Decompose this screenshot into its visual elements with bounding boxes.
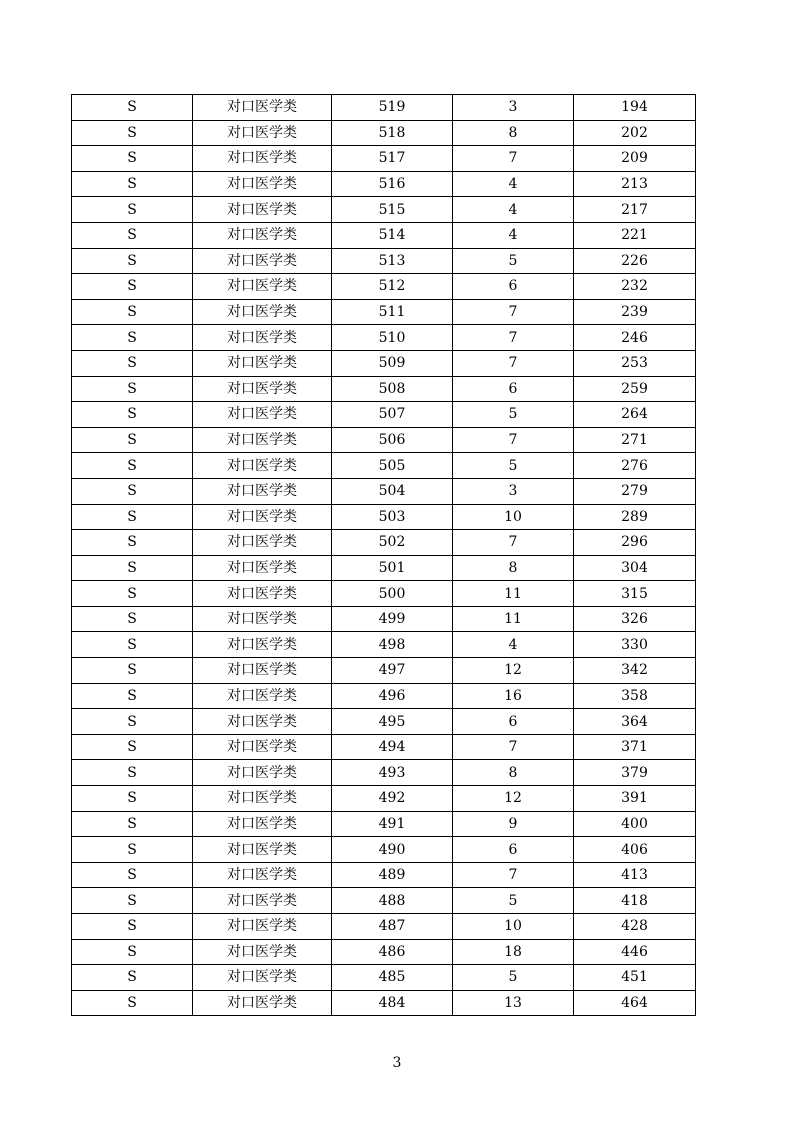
cumulative-cell: 371 (574, 734, 696, 760)
level-cell: S (72, 683, 193, 709)
count-cell: 5 (453, 965, 574, 991)
level-cell: S (72, 350, 193, 376)
count-cell: 18 (453, 939, 574, 965)
count-cell: 3 (453, 95, 574, 121)
count-cell: 6 (453, 376, 574, 402)
level-cell: S (72, 222, 193, 248)
cumulative-cell: 221 (574, 222, 696, 248)
score-cell: 490 (332, 837, 453, 863)
count-cell: 7 (453, 427, 574, 453)
table-row (72, 709, 696, 735)
score-cell: 519 (332, 95, 453, 121)
cumulative-cell: 379 (574, 760, 696, 786)
cumulative-cell: 194 (574, 95, 696, 121)
category-cell: 对口医学类 (193, 683, 332, 709)
category-cell: 对口医学类 (193, 146, 332, 172)
cumulative-cell: 400 (574, 811, 696, 837)
category-cell: 对口医学类 (193, 734, 332, 760)
level-cell: S (72, 453, 193, 479)
category-cell: 对口医学类 (193, 504, 332, 530)
table-row (72, 581, 696, 607)
category-cell: 对口医学类 (193, 658, 332, 684)
cumulative-cell: 358 (574, 683, 696, 709)
level-cell: S (72, 632, 193, 658)
category-cell: 对口医学类 (193, 632, 332, 658)
score-cell: 509 (332, 350, 453, 376)
score-cell: 516 (332, 171, 453, 197)
level-cell: S (72, 811, 193, 837)
level-cell: S (72, 274, 193, 300)
category-cell: 对口医学类 (193, 274, 332, 300)
category-cell: 对口医学类 (193, 760, 332, 786)
category-cell: 对口医学类 (193, 581, 332, 607)
cumulative-cell: 213 (574, 171, 696, 197)
table-row (72, 478, 696, 504)
score-cell: 492 (332, 786, 453, 812)
table-row (72, 606, 696, 632)
score-cell: 511 (332, 299, 453, 325)
table-row (72, 171, 696, 197)
table-row (72, 734, 696, 760)
count-cell: 16 (453, 683, 574, 709)
table-row (72, 914, 696, 940)
cumulative-cell: 428 (574, 914, 696, 940)
count-cell: 11 (453, 581, 574, 607)
score-cell: 494 (332, 734, 453, 760)
category-cell: 对口医学类 (193, 222, 332, 248)
category-cell: 对口医学类 (193, 786, 332, 812)
cumulative-cell: 406 (574, 837, 696, 863)
level-cell: S (72, 581, 193, 607)
cumulative-cell: 232 (574, 274, 696, 300)
table-row (72, 274, 696, 300)
cumulative-cell: 271 (574, 427, 696, 453)
category-cell: 对口医学类 (193, 427, 332, 453)
cumulative-cell: 276 (574, 453, 696, 479)
cumulative-cell: 253 (574, 350, 696, 376)
category-cell: 对口医学类 (193, 862, 332, 888)
table-row (72, 530, 696, 556)
count-cell: 6 (453, 274, 574, 300)
level-cell: S (72, 914, 193, 940)
score-cell: 486 (332, 939, 453, 965)
category-cell: 对口医学类 (193, 555, 332, 581)
table-row (72, 632, 696, 658)
count-cell: 4 (453, 632, 574, 658)
score-cell: 505 (332, 453, 453, 479)
score-cell: 489 (332, 862, 453, 888)
cumulative-cell: 326 (574, 606, 696, 632)
category-cell: 对口医学类 (193, 478, 332, 504)
count-cell: 5 (453, 248, 574, 274)
cumulative-cell: 464 (574, 990, 696, 1016)
table-row (72, 325, 696, 351)
count-cell: 12 (453, 786, 574, 812)
count-cell: 11 (453, 606, 574, 632)
cumulative-cell: 259 (574, 376, 696, 402)
table-row (72, 786, 696, 812)
category-cell: 对口医学类 (193, 965, 332, 991)
level-cell: S (72, 248, 193, 274)
level-cell: S (72, 658, 193, 684)
table-row (72, 146, 696, 172)
table-row (72, 965, 696, 991)
score-cell: 497 (332, 658, 453, 684)
cumulative-cell: 418 (574, 888, 696, 914)
table-row (72, 990, 696, 1016)
category-cell: 对口医学类 (193, 914, 332, 940)
level-cell: S (72, 120, 193, 146)
score-cell: 513 (332, 248, 453, 274)
cumulative-cell: 364 (574, 709, 696, 735)
category-cell: 对口医学类 (193, 939, 332, 965)
count-cell: 7 (453, 530, 574, 556)
table-row (72, 453, 696, 479)
count-cell: 8 (453, 120, 574, 146)
score-cell: 517 (332, 146, 453, 172)
count-cell: 4 (453, 171, 574, 197)
score-cell: 495 (332, 709, 453, 735)
level-cell: S (72, 376, 193, 402)
table-row (72, 555, 696, 581)
cumulative-cell: 330 (574, 632, 696, 658)
category-cell: 对口医学类 (193, 248, 332, 274)
cumulative-cell: 217 (574, 197, 696, 223)
score-cell: 514 (332, 222, 453, 248)
score-cell: 501 (332, 555, 453, 581)
level-cell: S (72, 965, 193, 991)
count-cell: 5 (453, 402, 574, 428)
score-cell: 510 (332, 325, 453, 351)
count-cell: 12 (453, 658, 574, 684)
category-cell: 对口医学类 (193, 606, 332, 632)
cumulative-cell: 342 (574, 658, 696, 684)
score-cell: 518 (332, 120, 453, 146)
cumulative-cell: 446 (574, 939, 696, 965)
count-cell: 4 (453, 222, 574, 248)
table-row (72, 376, 696, 402)
score-table (71, 94, 696, 1016)
table-row (72, 811, 696, 837)
category-cell: 对口医学类 (193, 453, 332, 479)
level-cell: S (72, 530, 193, 556)
table-row (72, 939, 696, 965)
category-cell: 对口医学类 (193, 811, 332, 837)
category-cell: 对口医学类 (193, 350, 332, 376)
score-cell: 493 (332, 760, 453, 786)
table-row (72, 350, 696, 376)
score-cell: 498 (332, 632, 453, 658)
score-cell: 484 (332, 990, 453, 1016)
count-cell: 3 (453, 478, 574, 504)
category-cell: 对口医学类 (193, 990, 332, 1016)
count-cell: 7 (453, 146, 574, 172)
count-cell: 10 (453, 914, 574, 940)
cumulative-cell: 391 (574, 786, 696, 812)
score-cell: 488 (332, 888, 453, 914)
level-cell: S (72, 939, 193, 965)
table-row (72, 120, 696, 146)
level-cell: S (72, 299, 193, 325)
table-row (72, 299, 696, 325)
cumulative-cell: 296 (574, 530, 696, 556)
count-cell: 4 (453, 197, 574, 223)
category-cell: 对口医学类 (193, 197, 332, 223)
category-cell: 对口医学类 (193, 709, 332, 735)
level-cell: S (72, 402, 193, 428)
category-cell: 对口医学类 (193, 837, 332, 863)
category-cell: 对口医学类 (193, 888, 332, 914)
table-row (72, 658, 696, 684)
cumulative-cell: 413 (574, 862, 696, 888)
table-row (72, 683, 696, 709)
score-cell: 487 (332, 914, 453, 940)
count-cell: 13 (453, 990, 574, 1016)
cumulative-cell: 279 (574, 478, 696, 504)
table-row (72, 760, 696, 786)
score-cell: 503 (332, 504, 453, 530)
score-cell: 506 (332, 427, 453, 453)
count-cell: 7 (453, 862, 574, 888)
table-row (72, 222, 696, 248)
table-row (72, 504, 696, 530)
count-cell: 5 (453, 453, 574, 479)
level-cell: S (72, 888, 193, 914)
category-cell: 对口医学类 (193, 530, 332, 556)
cumulative-cell: 304 (574, 555, 696, 581)
cumulative-cell: 209 (574, 146, 696, 172)
score-cell: 508 (332, 376, 453, 402)
count-cell: 7 (453, 299, 574, 325)
cumulative-cell: 451 (574, 965, 696, 991)
count-cell: 6 (453, 709, 574, 735)
category-cell: 对口医学类 (193, 402, 332, 428)
category-cell: 对口医学类 (193, 299, 332, 325)
table-row (72, 888, 696, 914)
level-cell: S (72, 95, 193, 121)
table-row (72, 862, 696, 888)
cumulative-cell: 239 (574, 299, 696, 325)
cumulative-cell: 264 (574, 402, 696, 428)
table-row (72, 95, 696, 121)
table-body (72, 95, 696, 1016)
level-cell: S (72, 146, 193, 172)
level-cell: S (72, 197, 193, 223)
table-row (72, 402, 696, 428)
count-cell: 7 (453, 325, 574, 351)
cumulative-cell: 246 (574, 325, 696, 351)
score-cell: 485 (332, 965, 453, 991)
score-cell: 504 (332, 478, 453, 504)
level-cell: S (72, 734, 193, 760)
table-row (72, 248, 696, 274)
level-cell: S (72, 478, 193, 504)
level-cell: S (72, 786, 193, 812)
table-row (72, 427, 696, 453)
count-cell: 10 (453, 504, 574, 530)
category-cell: 对口医学类 (193, 95, 332, 121)
count-cell: 8 (453, 760, 574, 786)
count-cell: 7 (453, 350, 574, 376)
level-cell: S (72, 837, 193, 863)
level-cell: S (72, 862, 193, 888)
score-cell: 500 (332, 581, 453, 607)
score-cell: 507 (332, 402, 453, 428)
count-cell: 6 (453, 837, 574, 863)
score-cell: 512 (332, 274, 453, 300)
level-cell: S (72, 325, 193, 351)
cumulative-cell: 289 (574, 504, 696, 530)
level-cell: S (72, 171, 193, 197)
score-cell: 499 (332, 606, 453, 632)
level-cell: S (72, 555, 193, 581)
score-cell: 491 (332, 811, 453, 837)
category-cell: 对口医学类 (193, 376, 332, 402)
cumulative-cell: 226 (574, 248, 696, 274)
count-cell: 7 (453, 734, 574, 760)
level-cell: S (72, 760, 193, 786)
page-number: 3 (392, 1055, 402, 1071)
score-cell: 496 (332, 683, 453, 709)
table-row (72, 837, 696, 863)
category-cell: 对口医学类 (193, 120, 332, 146)
count-cell: 8 (453, 555, 574, 581)
level-cell: S (72, 606, 193, 632)
table-row (72, 197, 696, 223)
level-cell: S (72, 427, 193, 453)
score-cell: 515 (332, 197, 453, 223)
category-cell: 对口医学类 (193, 325, 332, 351)
level-cell: S (72, 709, 193, 735)
count-cell: 5 (453, 888, 574, 914)
score-cell: 502 (332, 530, 453, 556)
count-cell: 9 (453, 811, 574, 837)
cumulative-cell: 202 (574, 120, 696, 146)
category-cell: 对口医学类 (193, 171, 332, 197)
cumulative-cell: 315 (574, 581, 696, 607)
level-cell: S (72, 990, 193, 1016)
level-cell: S (72, 504, 193, 530)
